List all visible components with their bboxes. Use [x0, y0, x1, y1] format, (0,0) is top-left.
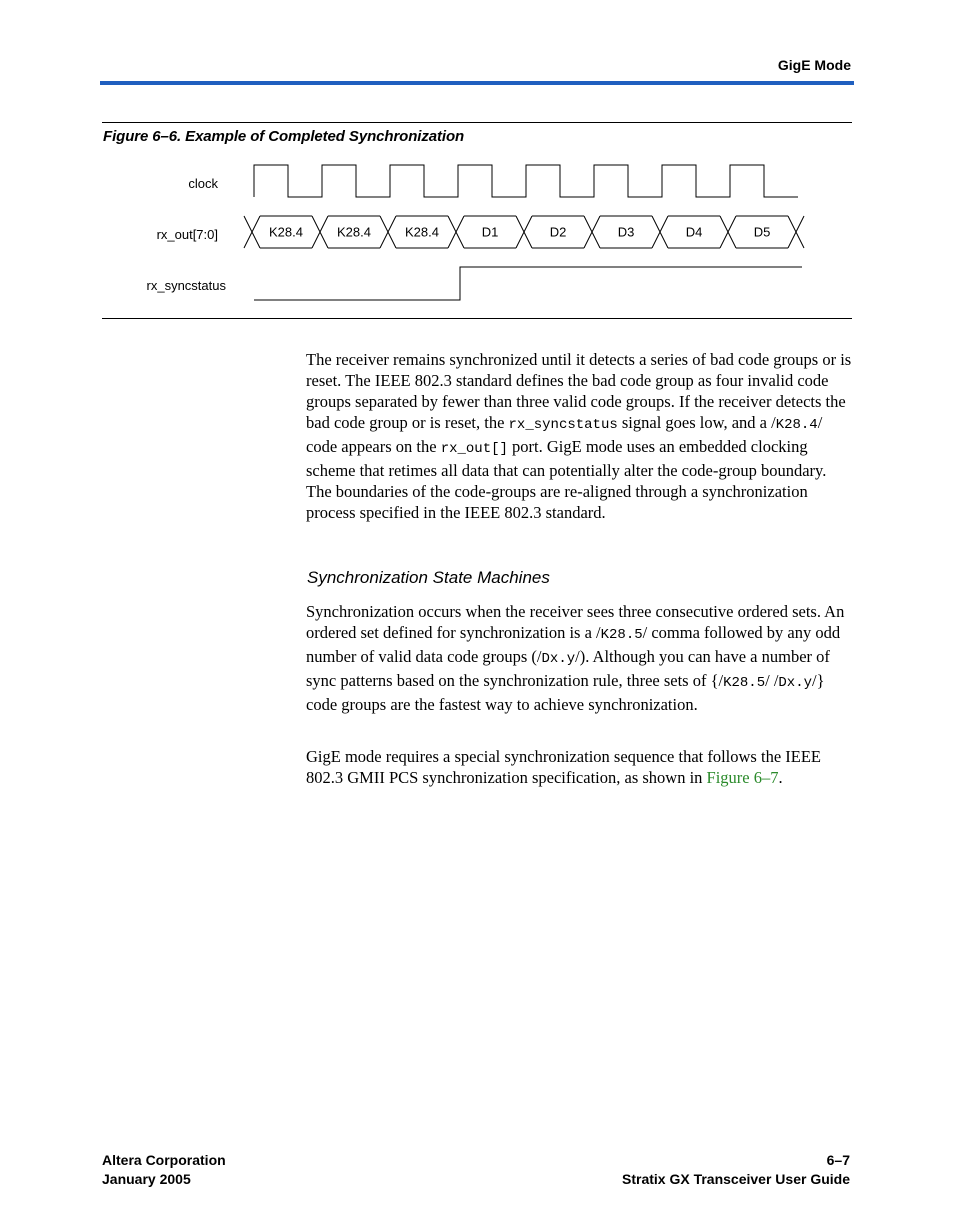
bus-transition: [244, 216, 260, 248]
section-heading: Synchronization State Machines: [307, 568, 550, 587]
rx-syncstatus-waveform: [254, 267, 802, 300]
text-run: The receiver remains synchronized until it detects a series of bad code groups or is reset. The IEEE 802.3 standard defines the bad code group as four invalid code groups separated by fewer than three valid code groups. If the receiver detects the bad code group or is reset, the: [306, 350, 852, 432]
footer-left: [102, 1151, 226, 1189]
bus-transition: [788, 216, 804, 248]
timing-diagram: [102, 150, 852, 315]
bus-value-label: K28.4: [269, 224, 303, 240]
code-k28-4: K28.4: [775, 417, 818, 433]
clock-signal-label: clock: [188, 176, 218, 191]
bus-value-label: K28.4: [337, 224, 371, 240]
figure-caption: Figure 6–6. Example of Completed Synchronization: [103, 128, 465, 145]
bus-value-label: D4: [685, 224, 703, 240]
bus-transition: [652, 216, 668, 248]
code-dx-y: Dx.y: [778, 675, 813, 691]
bus-transition: [312, 216, 328, 248]
figure-top-rule: [102, 122, 852, 123]
text-run: signal goes low, and a /: [617, 413, 776, 432]
bus-transition: [720, 216, 736, 248]
running-header-title: GigE Mode: [777, 57, 851, 73]
rx-syncstatus-signal-label: rx_syncstatus: [146, 278, 226, 293]
bus-transition: [516, 216, 532, 248]
text-run: / /: [765, 671, 779, 690]
bus-transition: [380, 216, 396, 248]
figure-6-7-link[interactable]: Figure 6–7: [706, 768, 779, 787]
code-k28-5: K28.5: [723, 675, 766, 691]
text-run: / code appears on the: [306, 413, 823, 456]
bus-transition: [448, 216, 464, 248]
code-rx-syncstatus: rx_syncstatus: [508, 417, 618, 433]
bus-transition: [584, 216, 600, 248]
code-dx-y: Dx.y: [541, 651, 576, 667]
bus-value-label: D1: [481, 224, 499, 240]
bus-value-label: D3: [617, 224, 635, 240]
footer-company: Altera Corporation: [102, 1152, 226, 1168]
paragraph-receiver-sync: [306, 349, 854, 523]
text-run: /). Although you can have a number of sync patterns based on the synchronization rule, three sets of {/: [306, 647, 830, 690]
text-run: Synchronization occurs when the receiver sees three consecutive ordered sets. An ordered set defined for synchronization is a /: [306, 602, 845, 642]
footer-guide-title: Stratix GX Transceiver User Guide: [622, 1171, 850, 1187]
footer-right: [622, 1151, 850, 1189]
clock-waveform: [254, 165, 798, 197]
bus-value-label: D5: [753, 224, 771, 240]
header-rule: [100, 81, 854, 85]
footer-date: January 2005: [102, 1171, 191, 1187]
code-rx-out: rx_out[]: [440, 441, 508, 457]
paragraph-sync-occurs: [306, 601, 854, 715]
figure-bottom-rule: [102, 318, 852, 319]
text-run: GigE mode requires a special synchronization sequence that follows the IEEE 802.3 GMII PCS synchronization specification, as shown in: [306, 747, 821, 787]
text-run: /} code groups are the fastest way to achieve synchronization.: [306, 671, 825, 714]
bus-value-label: K28.4: [405, 224, 439, 240]
footer-page-number: 6–7: [826, 1152, 850, 1168]
paragraph-gige-sequence: [306, 746, 854, 788]
rx-out-bus-waveform: [244, 216, 804, 248]
rx-out-signal-label: rx_out[7:0]: [156, 227, 218, 242]
text-run: / comma followed by any odd number of valid data code groups (/: [306, 623, 841, 666]
text-run: .: [778, 768, 783, 787]
bus-value-label: D2: [549, 224, 567, 240]
code-k28-5: K28.5: [600, 627, 643, 643]
text-run: port. GigE mode uses an embedded clocking scheme that retimes all data that can potentially alter the code-group boundary. The boundaries of the code-groups are re-aligned through a synchronization process specified in the IEEE 802.3 standard.: [306, 437, 827, 522]
